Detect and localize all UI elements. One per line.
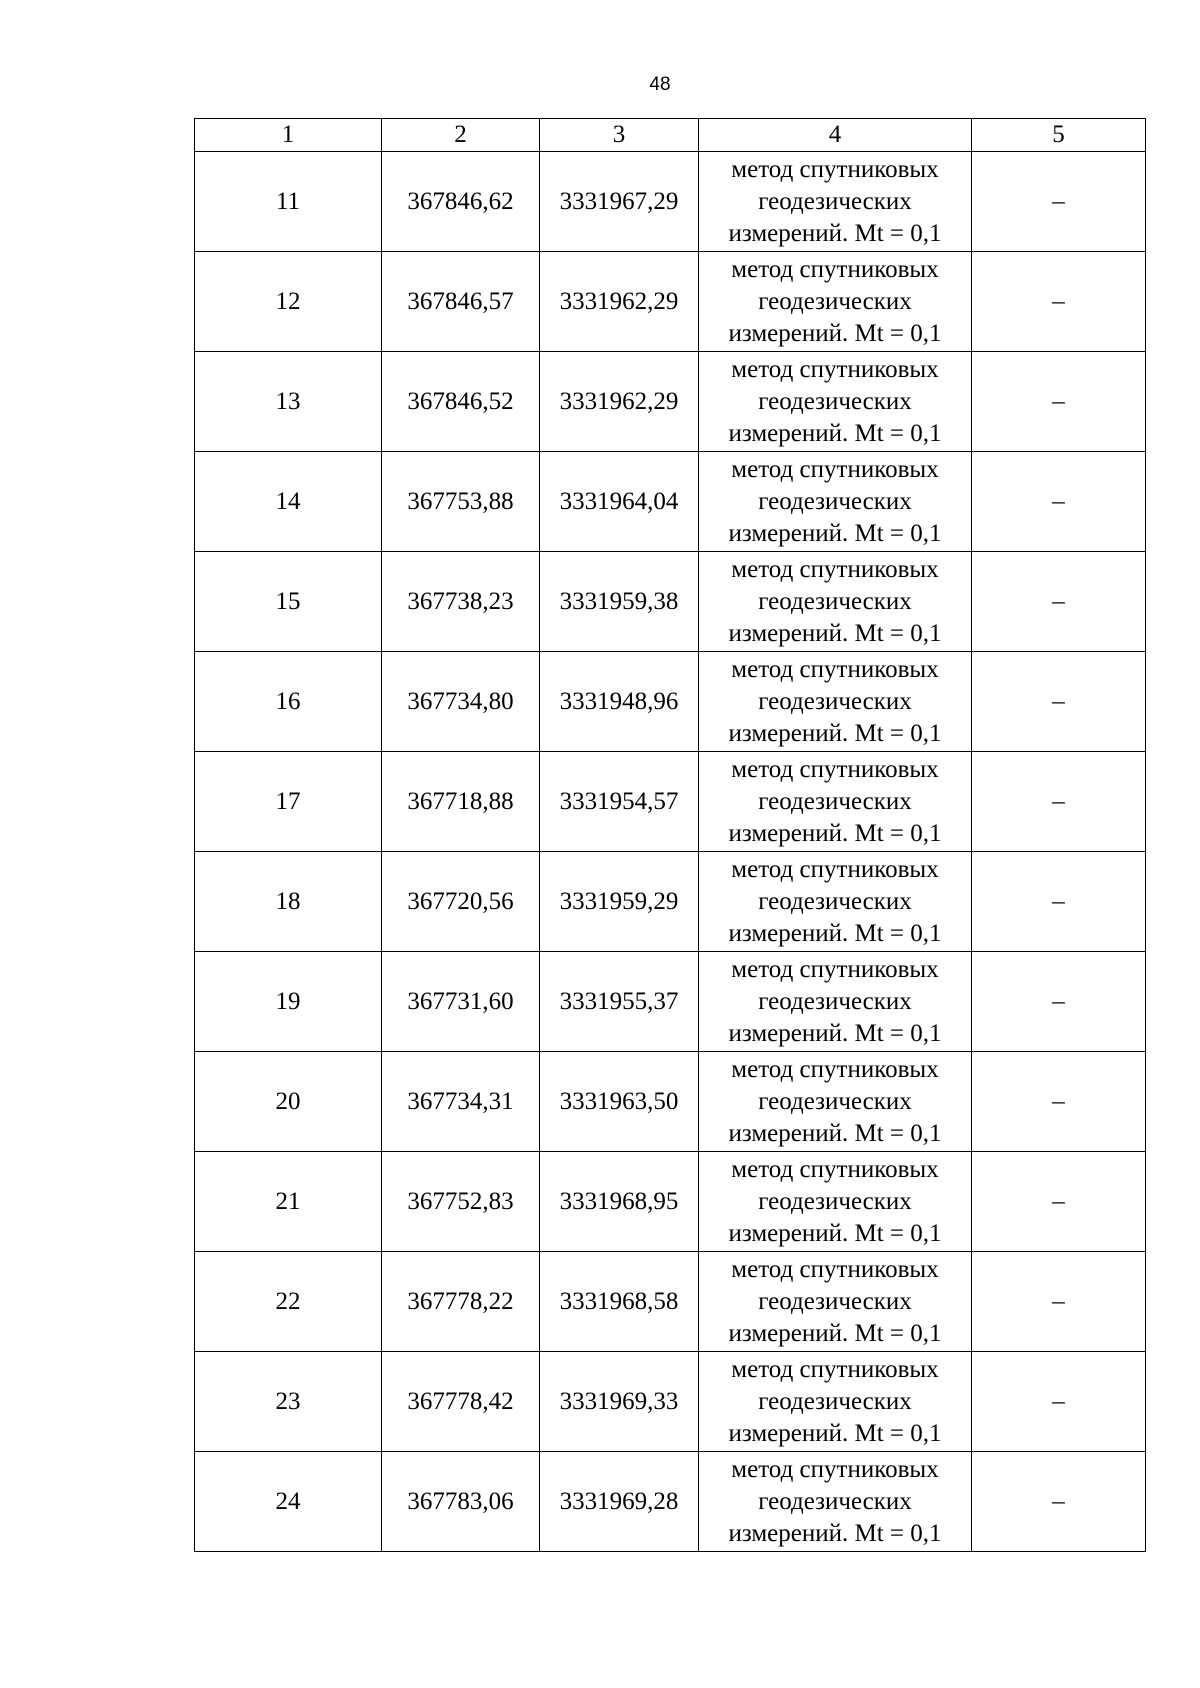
x-coordinate-cell: 367846,52 bbox=[382, 352, 540, 452]
point-number-cell: 18 bbox=[195, 852, 382, 952]
note-cell: – bbox=[972, 252, 1146, 352]
x-coordinate-cell: 367778,42 bbox=[382, 1352, 540, 1452]
method-line: метод спутниковых bbox=[731, 255, 939, 283]
y-coordinate-cell: 3331967,29 bbox=[540, 152, 699, 252]
note-cell: – bbox=[972, 1152, 1146, 1252]
method-line: измерений. Mt = 0,1 bbox=[728, 419, 942, 447]
method-line: метод спутниковых bbox=[731, 1155, 939, 1183]
column-header-4: 4 bbox=[699, 119, 972, 152]
x-coordinate-cell: 367846,62 bbox=[382, 152, 540, 252]
method-line: метод спутниковых bbox=[731, 755, 939, 783]
method-cell bbox=[699, 452, 972, 552]
point-number-cell: 14 bbox=[195, 452, 382, 552]
point-number-cell: 19 bbox=[195, 952, 382, 1052]
method-line: геодезических bbox=[758, 787, 912, 815]
x-coordinate-cell: 367720,56 bbox=[382, 852, 540, 952]
point-number-cell: 23 bbox=[195, 1352, 382, 1452]
method-line: измерений. Mt = 0,1 bbox=[728, 719, 942, 747]
point-number-cell: 17 bbox=[195, 752, 382, 852]
method-line: геодезических bbox=[758, 987, 912, 1015]
method-line: метод спутниковых bbox=[731, 555, 939, 583]
method-cell bbox=[699, 752, 972, 852]
column-header-1: 1 bbox=[195, 119, 382, 152]
point-number-cell: 15 bbox=[195, 552, 382, 652]
note-cell: – bbox=[972, 652, 1146, 752]
method-line: метод спутниковых bbox=[731, 455, 939, 483]
table-row bbox=[195, 352, 1146, 452]
method-line: измерений. Mt = 0,1 bbox=[728, 1219, 942, 1247]
column-header-3: 3 bbox=[540, 119, 699, 152]
table-row bbox=[195, 1452, 1146, 1552]
header-row bbox=[195, 119, 1146, 152]
note-cell: – bbox=[972, 1352, 1146, 1452]
note-cell: – bbox=[972, 452, 1146, 552]
x-coordinate-cell: 367738,23 bbox=[382, 552, 540, 652]
table-row bbox=[195, 752, 1146, 852]
y-coordinate-cell: 3331963,50 bbox=[540, 1052, 699, 1152]
note-cell: – bbox=[972, 852, 1146, 952]
method-line: геодезических bbox=[758, 287, 912, 315]
point-number-cell: 16 bbox=[195, 652, 382, 752]
y-coordinate-cell: 3331968,95 bbox=[540, 1152, 699, 1252]
x-coordinate-cell: 367778,22 bbox=[382, 1252, 540, 1352]
y-coordinate-cell: 3331955,37 bbox=[540, 952, 699, 1052]
method-cell bbox=[699, 852, 972, 952]
method-line: измерений. Mt = 0,1 bbox=[728, 319, 942, 347]
method-line: измерений. Mt = 0,1 bbox=[728, 219, 942, 247]
method-line: измерений. Mt = 0,1 bbox=[728, 819, 942, 847]
method-line: геодезических bbox=[758, 1087, 912, 1115]
method-line: измерений. Mt = 0,1 bbox=[728, 919, 942, 947]
table-row bbox=[195, 252, 1146, 352]
note-cell: – bbox=[972, 552, 1146, 652]
method-line: измерений. Mt = 0,1 bbox=[728, 1019, 942, 1047]
table-row bbox=[195, 652, 1146, 752]
point-number-cell: 11 bbox=[195, 152, 382, 252]
note-cell: – bbox=[972, 752, 1146, 852]
y-coordinate-cell: 3331962,29 bbox=[540, 352, 699, 452]
method-cell bbox=[699, 352, 972, 452]
method-line: геодезических bbox=[758, 1187, 912, 1215]
y-coordinate-cell: 3331964,04 bbox=[540, 452, 699, 552]
note-cell: – bbox=[972, 1252, 1146, 1352]
method-cell bbox=[699, 1352, 972, 1452]
method-line: измерений. Mt = 0,1 bbox=[728, 1119, 942, 1147]
x-coordinate-cell: 367752,83 bbox=[382, 1152, 540, 1252]
x-coordinate-cell: 367734,80 bbox=[382, 652, 540, 752]
point-number-cell: 21 bbox=[195, 1152, 382, 1252]
method-line: метод спутниковых bbox=[731, 855, 939, 883]
table-row bbox=[195, 952, 1146, 1052]
x-coordinate-cell: 367731,60 bbox=[382, 952, 540, 1052]
column-header-2: 2 bbox=[382, 119, 540, 152]
table-row bbox=[195, 1252, 1146, 1352]
method-line: измерений. Mt = 0,1 bbox=[728, 1319, 942, 1347]
method-cell bbox=[699, 952, 972, 1052]
method-line: измерений. Mt = 0,1 bbox=[728, 619, 942, 647]
method-line: метод спутниковых bbox=[731, 355, 939, 383]
x-coordinate-cell: 367718,88 bbox=[382, 752, 540, 852]
method-cell bbox=[699, 152, 972, 252]
y-coordinate-cell: 3331954,57 bbox=[540, 752, 699, 852]
method-cell bbox=[699, 1252, 972, 1352]
method-cell bbox=[699, 1052, 972, 1152]
column-header-5: 5 bbox=[972, 119, 1146, 152]
method-line: метод спутниковых bbox=[731, 1055, 939, 1083]
method-line: геодезических bbox=[758, 187, 912, 215]
table-row bbox=[195, 1352, 1146, 1452]
note-cell: – bbox=[972, 1452, 1146, 1552]
table-body bbox=[195, 152, 1146, 1552]
page-number: 48 bbox=[649, 74, 671, 95]
point-number-cell: 24 bbox=[195, 1452, 382, 1552]
method-line: измерений. Mt = 0,1 bbox=[728, 1419, 942, 1447]
y-coordinate-cell: 3331968,58 bbox=[540, 1252, 699, 1352]
x-coordinate-cell: 367783,06 bbox=[382, 1452, 540, 1552]
note-cell: – bbox=[972, 952, 1146, 1052]
note-cell: – bbox=[972, 152, 1146, 252]
method-line: измерений. Mt = 0,1 bbox=[728, 1519, 942, 1547]
method-cell bbox=[699, 652, 972, 752]
point-number-cell: 20 bbox=[195, 1052, 382, 1152]
table-row bbox=[195, 1052, 1146, 1152]
method-line: метод спутниковых bbox=[731, 1355, 939, 1383]
method-line: геодезических bbox=[758, 487, 912, 515]
table-row bbox=[195, 452, 1146, 552]
y-coordinate-cell: 3331948,96 bbox=[540, 652, 699, 752]
method-line: метод спутниковых bbox=[731, 1255, 939, 1283]
method-line: геодезических bbox=[758, 687, 912, 715]
x-coordinate-cell: 367734,31 bbox=[382, 1052, 540, 1152]
method-cell bbox=[699, 1152, 972, 1252]
method-line: геодезических bbox=[758, 887, 912, 915]
table-row bbox=[195, 852, 1146, 952]
table-row bbox=[195, 552, 1146, 652]
method-cell bbox=[699, 552, 972, 652]
table-row bbox=[195, 152, 1146, 252]
y-coordinate-cell: 3331959,29 bbox=[540, 852, 699, 952]
method-cell bbox=[699, 252, 972, 352]
point-number-cell: 13 bbox=[195, 352, 382, 452]
method-line: геодезических bbox=[758, 1287, 912, 1315]
coordinates-table bbox=[194, 118, 1146, 1552]
method-line: метод спутниковых bbox=[731, 155, 939, 183]
method-cell bbox=[699, 1452, 972, 1552]
y-coordinate-cell: 3331959,38 bbox=[540, 552, 699, 652]
method-line: метод спутниковых bbox=[731, 955, 939, 983]
method-line: метод спутниковых bbox=[731, 655, 939, 683]
point-number-cell: 12 bbox=[195, 252, 382, 352]
method-line: геодезических bbox=[758, 587, 912, 615]
table-row bbox=[195, 1152, 1146, 1252]
method-line: геодезических bbox=[758, 387, 912, 415]
method-line: измерений. Mt = 0,1 bbox=[728, 519, 942, 547]
point-number-cell: 22 bbox=[195, 1252, 382, 1352]
x-coordinate-cell: 367846,57 bbox=[382, 252, 540, 352]
method-line: геодезических bbox=[758, 1487, 912, 1515]
method-line: геодезических bbox=[758, 1387, 912, 1415]
x-coordinate-cell: 367753,88 bbox=[382, 452, 540, 552]
y-coordinate-cell: 3331969,33 bbox=[540, 1352, 699, 1452]
note-cell: – bbox=[972, 352, 1146, 452]
method-line: метод спутниковых bbox=[731, 1455, 939, 1483]
note-cell: – bbox=[972, 1052, 1146, 1152]
y-coordinate-cell: 3331962,29 bbox=[540, 252, 699, 352]
y-coordinate-cell: 3331969,28 bbox=[540, 1452, 699, 1552]
